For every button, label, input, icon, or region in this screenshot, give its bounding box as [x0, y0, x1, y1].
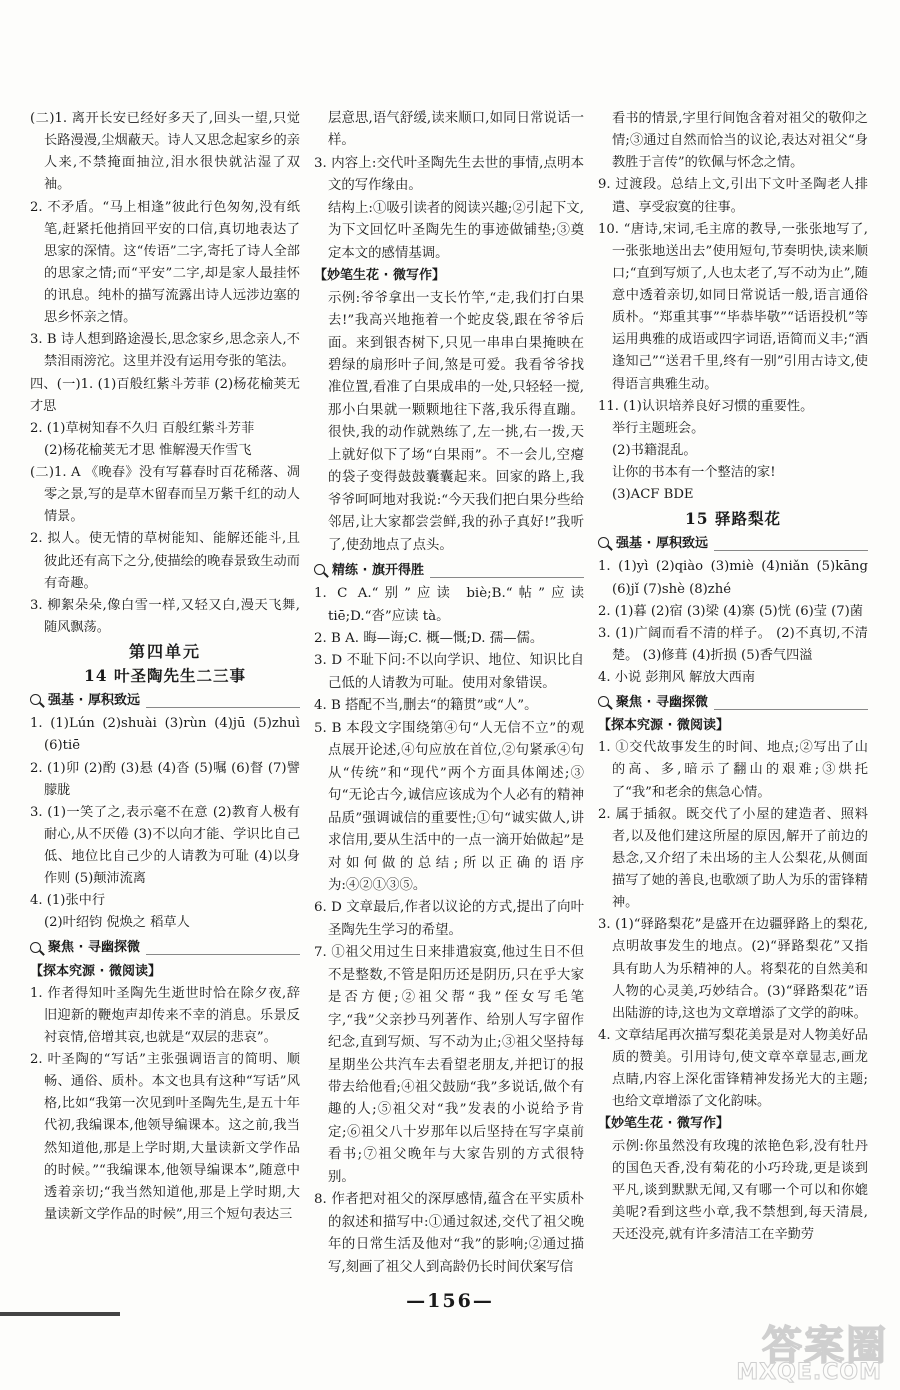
answer-item: 看书的情景,字里行间饱含着对祖父的敬仰之情;③通过自然而恰当的议论,表达对祖父“身教胜于言传”的钦佩与怀念之情。 — [612, 111, 868, 171]
column-3 — [598, 108, 868, 1246]
section-header-label: 聚焦 · 寻幽探微 — [616, 695, 708, 711]
column-2 — [314, 108, 584, 1279]
answer-item: (2)叶绍钧 倪焕之 稻草人 — [44, 915, 190, 931]
answer-item: 2. 叶圣陶的“写话”主张强调语言的简明、顺畅、通俗、质朴。本文也具有这种“写话”风格,比如“我第一次见到叶圣陶先生,是五十年代初,我编课本,他领导编课本。这之前,我当然知道他,那是上学时期,大量读新文学作品的时候。”“我编课本,他领导编课本”,随意中透着亲切;“我当然知道他,那是上学时期,大量读新文学作品的时候”,用三个短句表达三 — [30, 1052, 300, 1222]
answer-item: 1. 作者得知叶圣陶先生逝世时恰在除夕夜,辞旧迎新的鞭炮声却传来不幸的消息。乐景反衬哀情,倍增其哀,也就是“双层的悲哀”。 — [30, 985, 300, 1045]
magnifier-icon — [598, 696, 612, 710]
divider — [146, 954, 300, 955]
answer-item: 1. (1)Lún (2)shuài (3)rùn (4)jū (5)zhuì (6)tiē — [30, 716, 300, 754]
magnifier-icon — [598, 537, 612, 551]
answer-item: 3. 内容上:交代叶圣陶先生去世的事情,点明本文的写作缘由。 — [314, 155, 584, 194]
answer-item: 1. ①交代故事发生的时间、地点;②写出了山的高、多,暗示了翻山的艰难;③烘托了“我”和老余的焦急心情。 — [598, 740, 868, 800]
section-header — [598, 533, 868, 555]
subsection-header: 【妙笔生花 · 微写作】 — [314, 268, 445, 284]
section-header-label: 聚焦 · 寻幽探微 — [48, 940, 140, 956]
lesson-title: 15 驿路梨花 — [685, 509, 781, 529]
answer-item: 2. 不矛盾。“马上相逢”彼此行色匆匆,没有纸笔,赶紧托他捎回平安的口信,真切地表达了思家的深情。这“传语”二字,寄托了诗人全部的思家之情;而“平安”二字,却是家人最挂怀的讯息。纯朴的描写流露出诗人远涉边塞的思乡怀亲之情。 — [30, 199, 300, 326]
subsection-header: 【探本究源 · 微阅读】 — [598, 718, 729, 734]
answer-page — [30, 108, 878, 1275]
watermark-url: MXQE.COM — [736, 1360, 882, 1385]
answer-item: (二)1. A 《晚春》没有写暮春时百花稀落、凋零之景,写的是草木留春而呈万紫千红的动人情景。 — [30, 465, 300, 525]
section-header-label: 强基 · 厚积致远 — [48, 693, 140, 709]
subsection-header: 【探本究源 · 微阅读】 — [30, 963, 161, 979]
answer-item: 3. D 不耻下问:不以向学识、地位、知识比自己低的人请教为可耻。使用对象错误。 — [314, 653, 584, 691]
section-header-label: 强基 · 厚积致远 — [616, 536, 708, 552]
section-header — [598, 692, 868, 714]
divider — [146, 707, 300, 708]
unit-title: 第四单元 — [128, 642, 201, 661]
divider — [714, 709, 868, 710]
answer-item: 层意思,语气舒缓,读来顺口,如同日常说话一样。 — [328, 111, 584, 149]
answer-item: 2. (1)暮 (2)宿 (3)梁 (4)寨 (5)恍 (6)莹 (7)菌 — [598, 603, 863, 619]
answer-item: 示例:你虽然没有玫瑰的浓艳色彩,没有牡丹的国色天香,没有菊花的小巧玲珑,更是谈到平凡,谈到默默无闻,又有哪一个可以和你媲美呢?看到这些小章,我不禁想到,每天清晨,天还没亮,就有许多清洁工在辛勤劳 — [612, 1138, 868, 1242]
subsection-header: 【妙笔生花 · 微写作】 — [598, 1116, 729, 1132]
magnifier-icon — [314, 564, 328, 578]
answer-item: 10. “唐诗,宋词,毛主席的教导,一张张地写了,一张张地送出去”使用短句,节奏明快,读来顺口;“直到写烦了,人也太老了,写不动为止”,随意中透着亲切,如同日常说话一般,语言通俗质朴。“郑重其事”“毕恭毕敬”“话语投机”等运用典雅的成语或四字词语,语简而义丰;“酒逢知己”“送君千里,终有一别”引用古诗文,使得语言典雅生动。 — [598, 221, 868, 392]
divider — [430, 577, 584, 578]
answer-item: 6. D 文章最后,作者以议论的方式,提出了向叶圣陶先生学习的希望。 — [314, 900, 584, 938]
divider — [714, 550, 868, 551]
lesson-title: 14 叶圣陶先生二三事 — [84, 666, 246, 686]
magnifier-icon — [30, 942, 44, 956]
answer-item: 示例:爷爷拿出一支长竹竿,“走,我们打白果去!”我高兴地拖着一个蛇皮袋,跟在爷爷后面。来到银杏树下,只见一串串白果掩映在碧绿的扇形叶子间,煞是可爱。我看爷爷找准位置,看准了白果成串的一处,只轻轻一搅,那小白果就一颗颗地往下落,我乐得直蹦。很快,我的动作就熟练了,左一挑,右一拨,天上就好似下了场“白果雨”。不一会儿,空瘪的袋子变得鼓鼓囊囊起来。回家的路上,我爷爷呵呵地对我说:“今天我们把白果分些给邻居,让大家都尝尝鲜,我的孙子真好!”我听了,使劲地点了点头。 — [328, 290, 584, 553]
watermark-logo — [698, 1310, 888, 1388]
answer-item: 举行主题班会。 — [612, 420, 705, 436]
answer-item: (2)书籍混乱。 — [612, 442, 697, 458]
answer-item: (二)1. 离开长安已经好多天了,回头一望,只觉长路漫漫,尘烟蔽天。诗人又思念起家乡的亲人来,不禁掩面抽泣,泪水很快就沾湿了双袖。 — [30, 111, 300, 193]
answer-item: 2. 属于插叙。既交代了小屋的建造者、照料者,以及他们建这所屋的原因,解开了前边的悬念,又介绍了未出场的主人公梨花,从侧面描写了她的善良,也歌颂了助人为乐的雷锋精神。 — [598, 806, 868, 911]
answer-item: 7. ①祖父用过生日来排遣寂寞,他过生日不但不是整数,不管是阳历还是阴历,只在乎大家是否方便;②祖父帮“我”侄女写毛笔字,“我”父亲抄马列著作、给别人写字留作纪念,直到写烦、写不动为止;③祖父坚持每星期坐公共汽车去看望老朋友,并把订的报带去给他看;④祖父鼓励“我”多说话,做个有趣的人;⑤祖父对“我”发表的小说给予肯定;⑥祖父八十岁那年以后坚持在写字桌前看书;⑦祖父晚年与大家告别的方式很特别。 — [314, 945, 584, 1185]
answer-item: 让你的书本有一个整洁的家! — [612, 465, 776, 480]
answer-item: 1. C A.“别”应读 biè;B.“帖”应读 tiē;D.“沓”应读 tà。 — [314, 586, 584, 624]
answer-item: 2. (1)草树知春不久归 百般红紫斗芳菲 — [30, 420, 255, 436]
section-header — [30, 690, 300, 712]
watermark-text: 答案圈 — [762, 1323, 888, 1369]
answer-item: 4. (1)张中行 — [30, 893, 106, 909]
section-header-label: 精练 · 旗开得胜 — [332, 562, 424, 578]
page-number: —156— — [406, 1290, 494, 1312]
magnifier-icon — [30, 694, 44, 708]
answer-item: 结构上:①吸引读者的阅读兴趣;②引起下文,为下文回忆叶圣陶先生的事迹做铺垫;③奠定本文的感情基调。 — [328, 200, 584, 261]
answer-item: 3. 柳絮朵朵,像白雪一样,又轻又白,漫天飞舞,随风飘荡。 — [30, 597, 300, 635]
answer-item: 5. B 本段文字围绕第④句“人无信不立”的观点展开论述,④句应放在首位,②句紧承④句从“传统”和“现代”两个方面具体阐述;③句“无论古今,诚信应该成为个人必有的精神品质”强调诚信的重要性;①句“诚实做人,讲求信用,要从生活中的一点一滴开始做起”是对如何做的总结;所以正确的语序为:④②①③⑤。 — [314, 720, 584, 893]
answer-item: 3. (1)一笑了之,表示毫不在意 (2)教育人极有耐心,从不厌倦 (3)不以向才能、学识比自己低、地位比自己少的人请教为可耻 (4)以身作则 (5)颠沛流离 — [30, 804, 300, 887]
answer-item: 3. (1)广阔而看不清的样子。 (2)不真切,不清楚。 (3)修葺 (4)折损 (5)香气四溢 — [598, 625, 868, 663]
answer-item: 4. 小说 彭荆风 解放大西南 — [598, 670, 756, 685]
answer-item: 1. (1)yì (2)qiào (3)miè (4)niǎn (5)kāng (6)jǐ (7)shè (8)zhé — [598, 559, 868, 597]
section-header — [314, 560, 584, 582]
answer-item: 2. B A. 晦—诲;C. 概—慨;D. 孺—儒。 — [314, 630, 544, 646]
answer-item: 3. (1)“驿路梨花”是盛开在边疆驿路上的梨花,点明故事发生的地点。(2)“驿路梨花”又指具有助人为乐精神的人。将梨花的自然美和人物的心灵美,巧妙结合。(3)“驿路梨花”语出陆游的诗,这也为文章增添了文学的韵味。 — [598, 917, 868, 1021]
answer-item: (3)ACF BDE — [612, 487, 694, 503]
answer-item: 11. (1)认识培养良好习惯的重要性。 — [598, 398, 814, 414]
answer-item: 9. 过渡段。总结上文,引出下文叶圣陶老人排遣、享受寂寞的往事。 — [598, 177, 868, 215]
answer-item: 4. B 搭配不当,删去“的籍贯”或“人”。 — [314, 698, 538, 714]
answer-item: 4. 文章结尾再次描写梨花美景是对人物美好品质的赞美。引用诗句,使文章卒章显志,画龙点睛,内容上深化雷锋精神发扬光大的主题;也给文章增添了文化韵味。 — [598, 1027, 868, 1110]
section-header — [30, 938, 300, 960]
answer-item: 2. 拟人。使无情的草树能知、能解还能斗,且彼此还有高下之分,使描绘的晚春景致生动而有奇趣。 — [30, 531, 300, 591]
answer-item: 3. B 诗人想到路途漫长,思念家乡,思念亲人,不禁泪雨滂沱。这里并没有运用夸张的笔法。 — [30, 332, 300, 370]
column-1 — [30, 108, 300, 1226]
answer-item: 2. (1)卯 (2)酌 (3)悬 (4)沓 (5)嘱 (6)督 (7)譬 朦胧 — [30, 760, 300, 798]
answer-item: (2)杨花榆荚无才思 惟解漫天作雪飞 — [44, 442, 252, 458]
scan-edge-shadow — [0, 1312, 120, 1316]
answer-item: 8. 作者把对祖父的深厚感情,蕴含在平实质朴的叙述和描写中:①通过叙述,交代了祖父晚年的日常生活及他对“我”的影响;②通过描写,刻画了祖父人到高龄仍长时间伏案写信 — [314, 1192, 584, 1275]
answer-item: 四、(一)1. (1)百般红紫斗芳菲 (2)杨花榆荚无才思 — [30, 376, 300, 414]
